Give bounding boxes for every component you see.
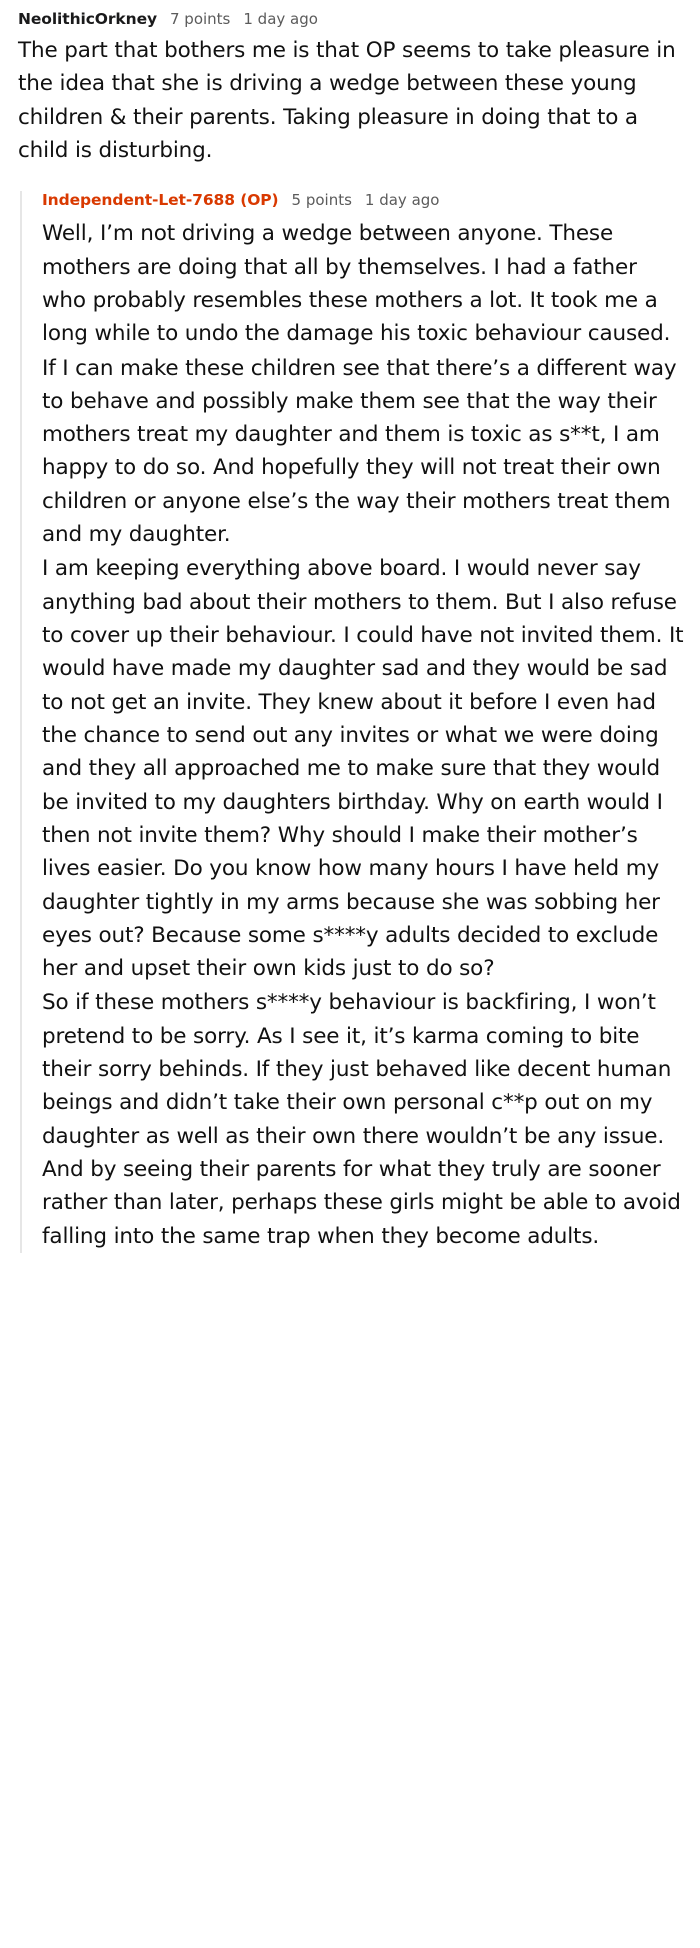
root-comment xyxy=(18,10,686,175)
root-comment-author[interactable]: NeolithicOrkney xyxy=(18,10,157,28)
reply-comment-paragraph: Well, I’m not driving a wedge between anyone. These mothers are doing that all by themselves. I had a father who probably resembles these mothers a lot. It took me a long while to undo the damage his toxic behaviour caused. xyxy=(42,221,671,347)
root-comment-header xyxy=(18,10,686,28)
reply-comment-points: 5 points xyxy=(291,191,352,210)
root-comment-body xyxy=(18,34,686,167)
root-comment-paragraph: The part that bothers me is that OP seems to take pleasure in the idea that she is driving a wedge between these young children & their parents. Taking pleasure in doing that to a child is disturbing. xyxy=(18,38,676,163)
reply-comment-paragraph: I am keeping everything above board. I would never say anything bad about their mothers to them. But I also refuse to cover up their behaviour. I could have not invited them. It would have made my daughter sad and they would be sad to not get an invite. They knew about it before I even had the chance to send out any invites or what we were doing and they all approached me to make sure that they would be invited to my daughters birthday. Why on earth would I then not invite them? Why should I make their mother’s lives easier. Do you know how many hours I have held my daughter tightly in my arms because she was sobbing her eyes out? Because some s****y adults decided to exclude her and upset their own kids just to do so? xyxy=(42,556,684,982)
reply-comment-timestamp: 1 day ago xyxy=(364,191,440,210)
reply-comment-body xyxy=(42,217,686,1253)
reply-comment-paragraph: So if these mothers s****y behaviour is backfiring, I won’t pretend to be sorry. As I see it, it’s karma coming to bite their sorry behinds. If they just behaved like decent human beings and didn’t take their own personal c**p out on my daughter as well as their own there wouldn’t be any issue. And by seeing their parents for what they truly are sooner rather than later, perhaps these girls might be able to avoid falling into the same trap when they become adults. xyxy=(42,990,681,1249)
root-comment-points: 7 points xyxy=(169,10,231,28)
reply-comment xyxy=(20,191,686,1253)
root-comment-timestamp: 1 day ago xyxy=(243,10,318,28)
reply-comment-header xyxy=(42,191,686,209)
reply-comment-paragraph: If I can make these children see that there’s a different way to behave and possibly make them see that the way their mothers treat my daughter and them is toxic as s**t, I am happy to do so. And hopefully they will not treat their own children or anyone else’s the way their mothers treat them and my daughter. xyxy=(42,355,677,548)
reply-comment-author[interactable]: Independent-Let-7688 (OP) xyxy=(42,191,279,210)
